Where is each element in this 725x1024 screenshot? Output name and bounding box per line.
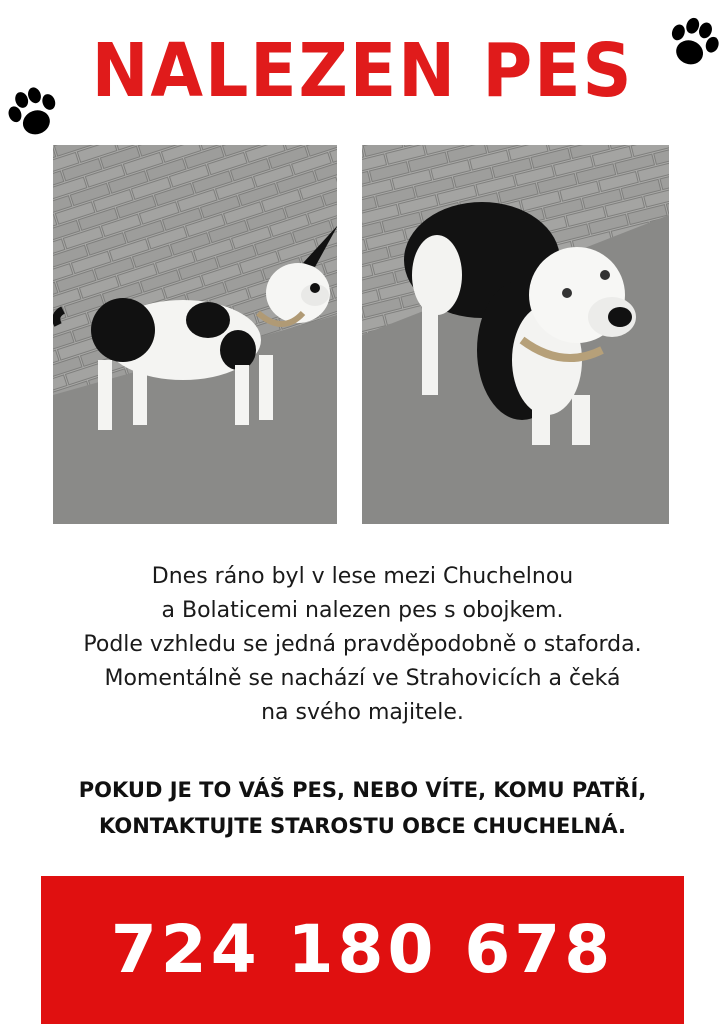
description-text — [0, 560, 725, 730]
dog-photo-left — [53, 145, 337, 524]
dog-photo-right — [362, 145, 669, 524]
contact-callout — [0, 772, 725, 844]
phone-number: 724 180 678 — [110, 911, 615, 988]
description-line: na svého majitele. — [261, 700, 464, 725]
poster-title: NALEZEN PES — [91, 28, 634, 114]
callout-line: POKUD JE TO VÁŠ PES, NEBO VÍTE, KOMU PATŘÍ, — [78, 778, 647, 802]
description-line: Podle vzhledu se jedná pravděpodobně o staforda. — [83, 632, 642, 657]
phone-banner — [41, 876, 684, 1024]
description-line: a Bolaticemi nalezen pes s obojkem. — [161, 598, 564, 623]
description-line: Dnes ráno byl v lese mezi Chuchelnou — [151, 564, 574, 589]
callout-line: KONTAKTUJTE STAROSTU OBCE CHUCHELNÁ. — [99, 814, 626, 838]
description-line: Momentálně se nachází ve Strahovicích a čeká — [104, 666, 621, 691]
